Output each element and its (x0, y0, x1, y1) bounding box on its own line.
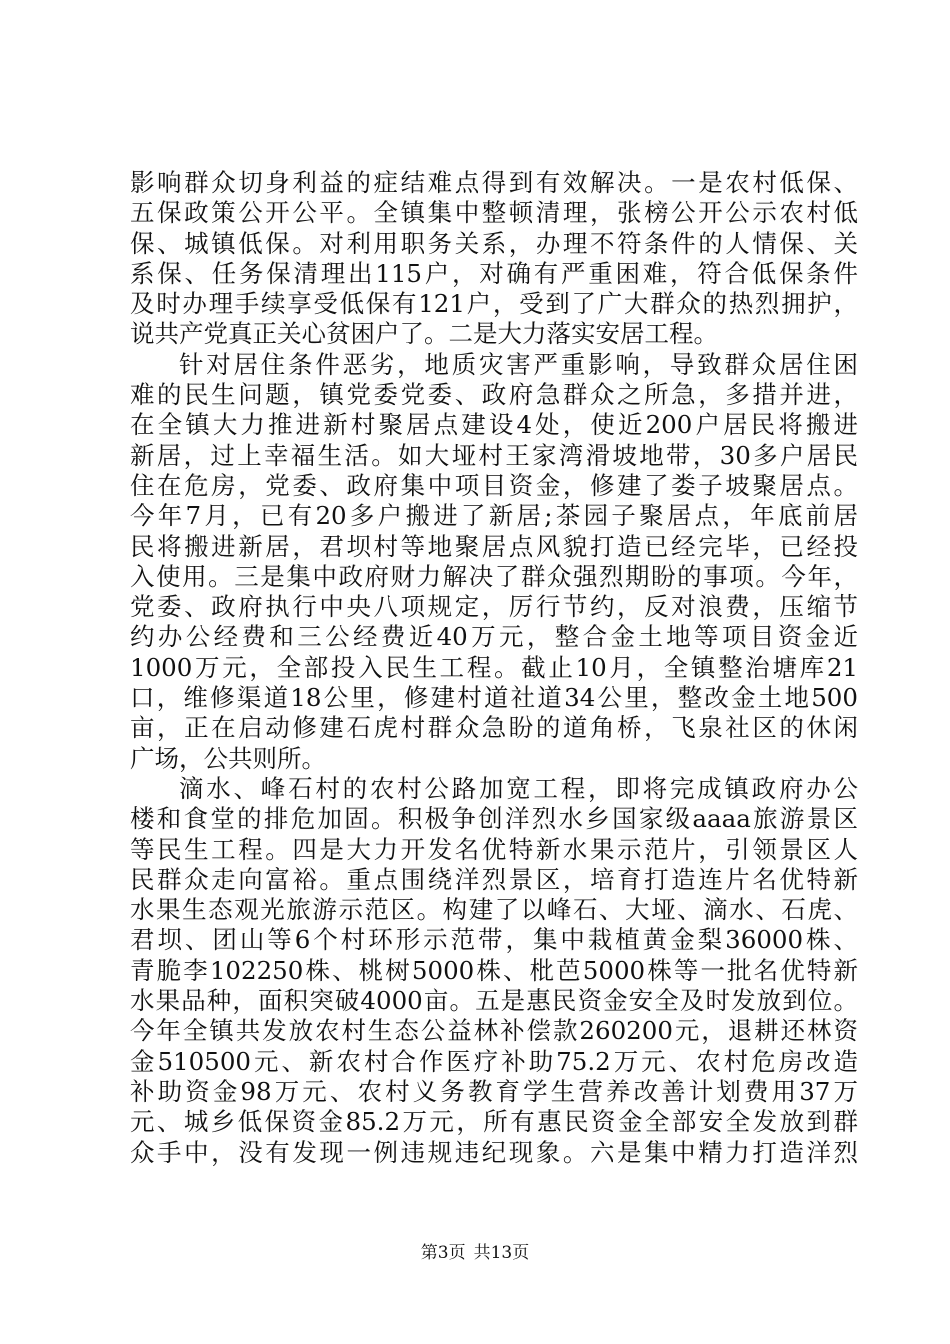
document-body (130, 168, 858, 1168)
text-line: 保、城镇低保。对利用职务关系，办理不符条件的人情保、关 (130, 228, 858, 258)
page-footer (0, 1243, 950, 1263)
text-line: 口，维修渠道18公里，修建村道社道34公里，整改金土地500 (130, 683, 858, 713)
text-line: 今年全镇共发放农村生态公益林补偿款260200元，退耕还林资 (130, 1016, 858, 1046)
text-line: 金510500元、新农村合作医疗补助75.2万元、农村危房改造 (130, 1046, 858, 1076)
text-line: 众手中，没有发现一例违规违纪现象。六是集中精力打造洋烈 (130, 1137, 858, 1167)
text-line: 及时办理手续享受低保有121户，受到了广大群众的热烈拥护， (130, 289, 858, 319)
text-line: 在全镇大力推进新村聚居点建设4处，使近200户居民将搬进 (130, 410, 858, 440)
page-total: 共13页 (473, 1243, 530, 1263)
text-line: 水果品种，面积突破4000亩。五是惠民资金安全及时发放到位。 (130, 986, 858, 1016)
text-line: 入使用。三是集中政府财力解决了群众强烈期盼的事项。今年， (130, 561, 858, 591)
text-line: 住在危房，党委、政府集中项目资金，修建了娄子坡聚居点。 (130, 470, 858, 500)
text-line: 约办公经费和三公经费近40万元，整合金土地等项目资金近 (130, 622, 858, 652)
text-line: 亩，正在启动修建石虎村群众急盼的道角桥，飞泉社区的休闲 (130, 713, 858, 743)
text-line: 系保、任务保清理出115户，对确有严重困难，符合低保条件 (130, 258, 858, 288)
page-number: 第3页 (420, 1243, 466, 1263)
text-line: 补助资金98万元、农村义务教育学生营养改善计划费用37万 (130, 1076, 858, 1106)
text-line: 新居，过上幸福生活。如大垭村王家湾滑坡地带，30多户居民 (130, 440, 858, 470)
text-line: 君坝、团山等6个村环形示范带，集中栽植黄金梨36000株、 (130, 925, 858, 955)
text-line: 等民生工程。四是大力开发名优特新水果示范片，引领景区人 (130, 834, 858, 864)
text-line: 民将搬进新居，君坝村等地聚居点风貌打造已经完毕，已经投 (130, 531, 858, 561)
text-line: 水果生态观光旅游示范区。构建了以峰石、大垭、滴水、石虎、 (130, 895, 858, 925)
paragraph-first-line: 滴水、峰石村的农村公路加宽工程，即将完成镇政府办公 (179, 773, 858, 803)
text-line: 楼和食堂的排危加固。积极争创洋烈水乡国家级aaaa旅游景区 (130, 804, 858, 834)
text-line: 青脆李102250株、桃树5000株、枇芭5000株等一批名优特新 (130, 955, 858, 985)
text-line: 民群众走向富裕。重点围绕洋烈景区，培育打造连片名优特新 (130, 864, 858, 894)
text-line: 五保政策公开公平。全镇集中整顿清理，张榜公开公示农村低 (130, 198, 858, 228)
text-line: 1000万元，全部投入民生工程。截止10月，全镇整治塘库21 (130, 652, 858, 682)
text-line: 说共产党真正关心贫困户了。二是大力落实安居工程。 (130, 319, 718, 349)
text-line: 元、城乡低保资金85.2万元，所有惠民资金全部安全发放到群 (130, 1107, 858, 1137)
text-line: 党委、政府执行中央八项规定，厉行节约，反对浪费，压缩节 (130, 592, 858, 622)
text-line: 影响群众切身利益的症结难点得到有效解决。一是农村低保、 (130, 168, 858, 197)
paragraph-first-line: 针对居住条件恶劣，地质灾害严重影响，导致群众居住困 (179, 349, 858, 379)
text-line: 今年7月，已有20多户搬进了新居;茶园子聚居点，年底前居 (130, 501, 858, 531)
text-line: 难的民生问题，镇党委党委、政府急群众之所急，多措并进， (130, 380, 858, 410)
text-line: 广场，公共则所。 (130, 743, 326, 773)
